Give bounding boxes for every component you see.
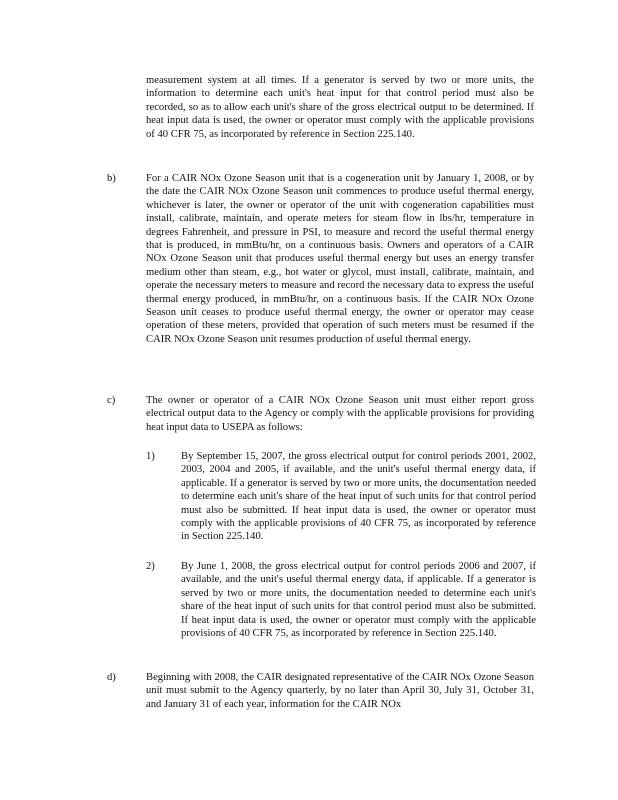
sub-item-text: By September 15, 2007, the gross electrical output for control periods 2001, 2002, 2003, 2004 and 2005, if available, and the unit's useful thermal energy data, if applicable. If a generator is served by two or more units, the documentation needed to determine each unit's share of the heat input of such units for that control period must also be submitted. If heat input data is used, the owner or operator must comply with the applicable provisions of 40 CFR 75, as incorporated by reference in Section 225.140. [181,451,536,543]
sub-item-label: 2) [146,561,155,572]
sub-item-1 [146,450,536,544]
item-text: For a CAIR NOx Ozone Season unit that is a cogeneration unit by January 1, 2008, or by the date the CAIR NOx Ozone Season unit commences to produce useful thermal energy, whichever is later, the owner or operator of the unit with cogeneration capabilities must install, calibrate, maintain, and operate meters for steam flow in lbs/hr, temperature in degrees Fahrenheit, and pressure in PSI, to measure and record the useful thermal energy that is produced, in mmBtu/hr, on a continuous basis. Owners and operators of a CAIR NOx Ozone Season unit that produces useful thermal energy but uses an energy transfer medium other than steam, e.g., hot water or glycol, must install, calibrate, maintain, and operate the necessary meters to measure and record the necessary data to express the useful thermal energy produced, in mmBtu/hr, on a continuous basis. If the CAIR NOx Ozone Season unit ceases to produce useful thermal energy, the owner or operator may cease operation of these meters, provided that operation of such meters must be resumed if the CAIR NOx Ozone Season unit resumes production of useful thermal energy. [146,173,534,345]
sub-item-text: By June 1, 2008, the gross electrical output for control periods 2006 and 2007, if available, and the unit's useful thermal energy data, if applicable. If a generator is served by two or more units, the documentation needed to determine each unit's share of the heat input of such units for that control period must also be submitted. If heat input data is used, the owner or operator must comply with the applicable provisions of 40 CFR 75, as incorporated by reference in Section 225.140. [181,561,536,640]
item-text: The owner or operator of a CAIR NOx Ozone Season unit must either report gross electrical output data to the Agency or comply with the applicable provisions for providing heat input data to USEPA as follows: [146,395,534,433]
item-label: b) [107,173,116,184]
list-item-c [107,394,535,434]
item-text: Beginning with 2008, the CAIR designated representative of the CAIR NOx Ozone Season unit must submit to the Agency quarterly, by no later than April 30, July 31, October 31, and January 31 of each year, information for the CAIR NOx [146,672,534,710]
sub-item-label: 1) [146,451,155,462]
item-label: d) [107,672,116,683]
list-item-b [107,172,535,346]
item-label: c) [107,395,116,406]
sub-item-2 [146,560,536,640]
continuation-paragraph: measurement system at all times. If a generator is served by two or more units, the information to determine each unit's heat input for that control period must also be recorded, so as to allow each unit's share of the gross electrical output to be determined. If heat input data is used, the owner or operator must comply with the applicable provisions of 40 CFR 75, as incorporated by reference in Section 225.140. [146,75,534,140]
list-item-d [107,671,535,711]
